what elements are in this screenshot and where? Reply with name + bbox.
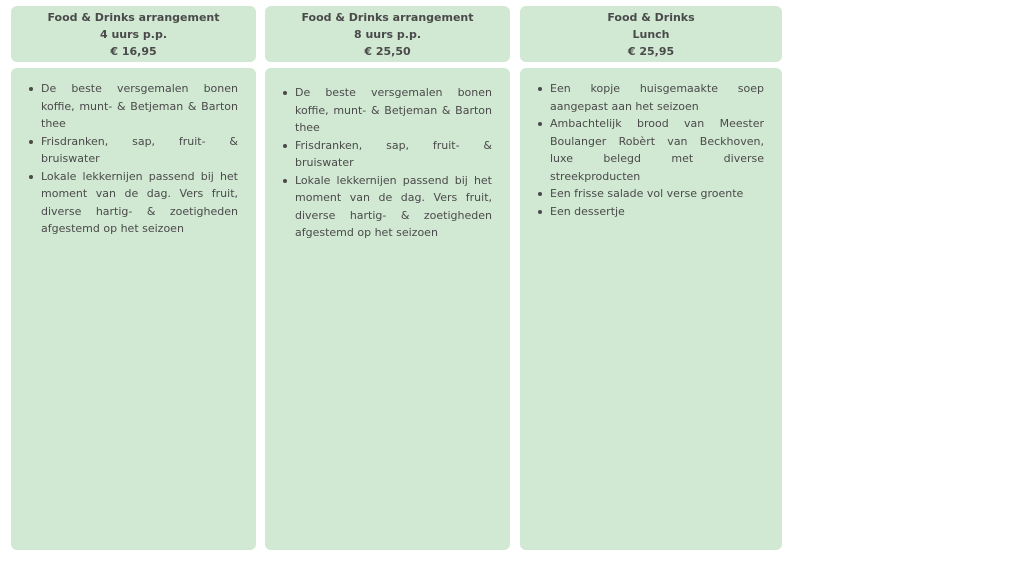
package-header — [265, 6, 510, 62]
package-item-list — [295, 84, 492, 242]
package-header — [520, 6, 782, 62]
package-duration: 8 uurs p.p. — [353, 27, 422, 41]
list-item: De beste versgemalen bonen koffie, munt- & Betjeman & Barton thee — [41, 80, 238, 133]
package-price: € 25,50 — [364, 44, 411, 58]
package-duration: Lunch — [632, 27, 670, 41]
list-item: De beste versgemalen bonen koffie, munt- & Betjeman & Barton thee — [295, 84, 492, 137]
package-title: Food & Drinks arrangement — [301, 10, 474, 24]
package-details — [11, 68, 256, 550]
list-item: Lokale lekkernijen passend bij het moment van de dag. Vers fruit, diverse hartig- & zoetigheden afgestemd op het seizoen — [41, 168, 238, 238]
package-item-list — [41, 80, 238, 238]
list-item: Frisdranken, sap, fruit- & bruiswater — [295, 137, 492, 172]
list-item: Een frisse salade vol verse groente — [550, 185, 764, 203]
package-card-food-drinks-8h — [265, 6, 510, 239]
package-header — [11, 6, 256, 62]
package-card-food-drinks-lunch — [520, 6, 782, 218]
package-item-list — [550, 80, 764, 220]
package-duration: 4 uurs p.p. — [99, 27, 168, 41]
list-item: Een dessertje — [550, 203, 764, 221]
package-price: € 16,95 — [110, 44, 157, 58]
package-title: Food & Drinks — [607, 10, 695, 24]
list-item: Een kopje huisgemaakte soep aangepast aan het seizoen — [550, 80, 764, 115]
list-item: Lokale lekkernijen passend bij het moment van de dag. Vers fruit, diverse hartig- & zoetigheden afgestemd op het seizoen — [295, 172, 492, 242]
package-title: Food & Drinks arrangement — [47, 10, 220, 24]
package-details — [265, 68, 510, 550]
list-item: Ambachtelijk brood van Meester Boulanger Robèrt van Beckhoven, luxe belegd met diverse streekproducten — [550, 115, 764, 185]
list-item: Frisdranken, sap, fruit- & bruiswater — [41, 133, 238, 168]
package-details — [520, 68, 782, 550]
package-card-food-drinks-4h — [11, 6, 256, 235]
package-price: € 25,95 — [627, 44, 675, 58]
